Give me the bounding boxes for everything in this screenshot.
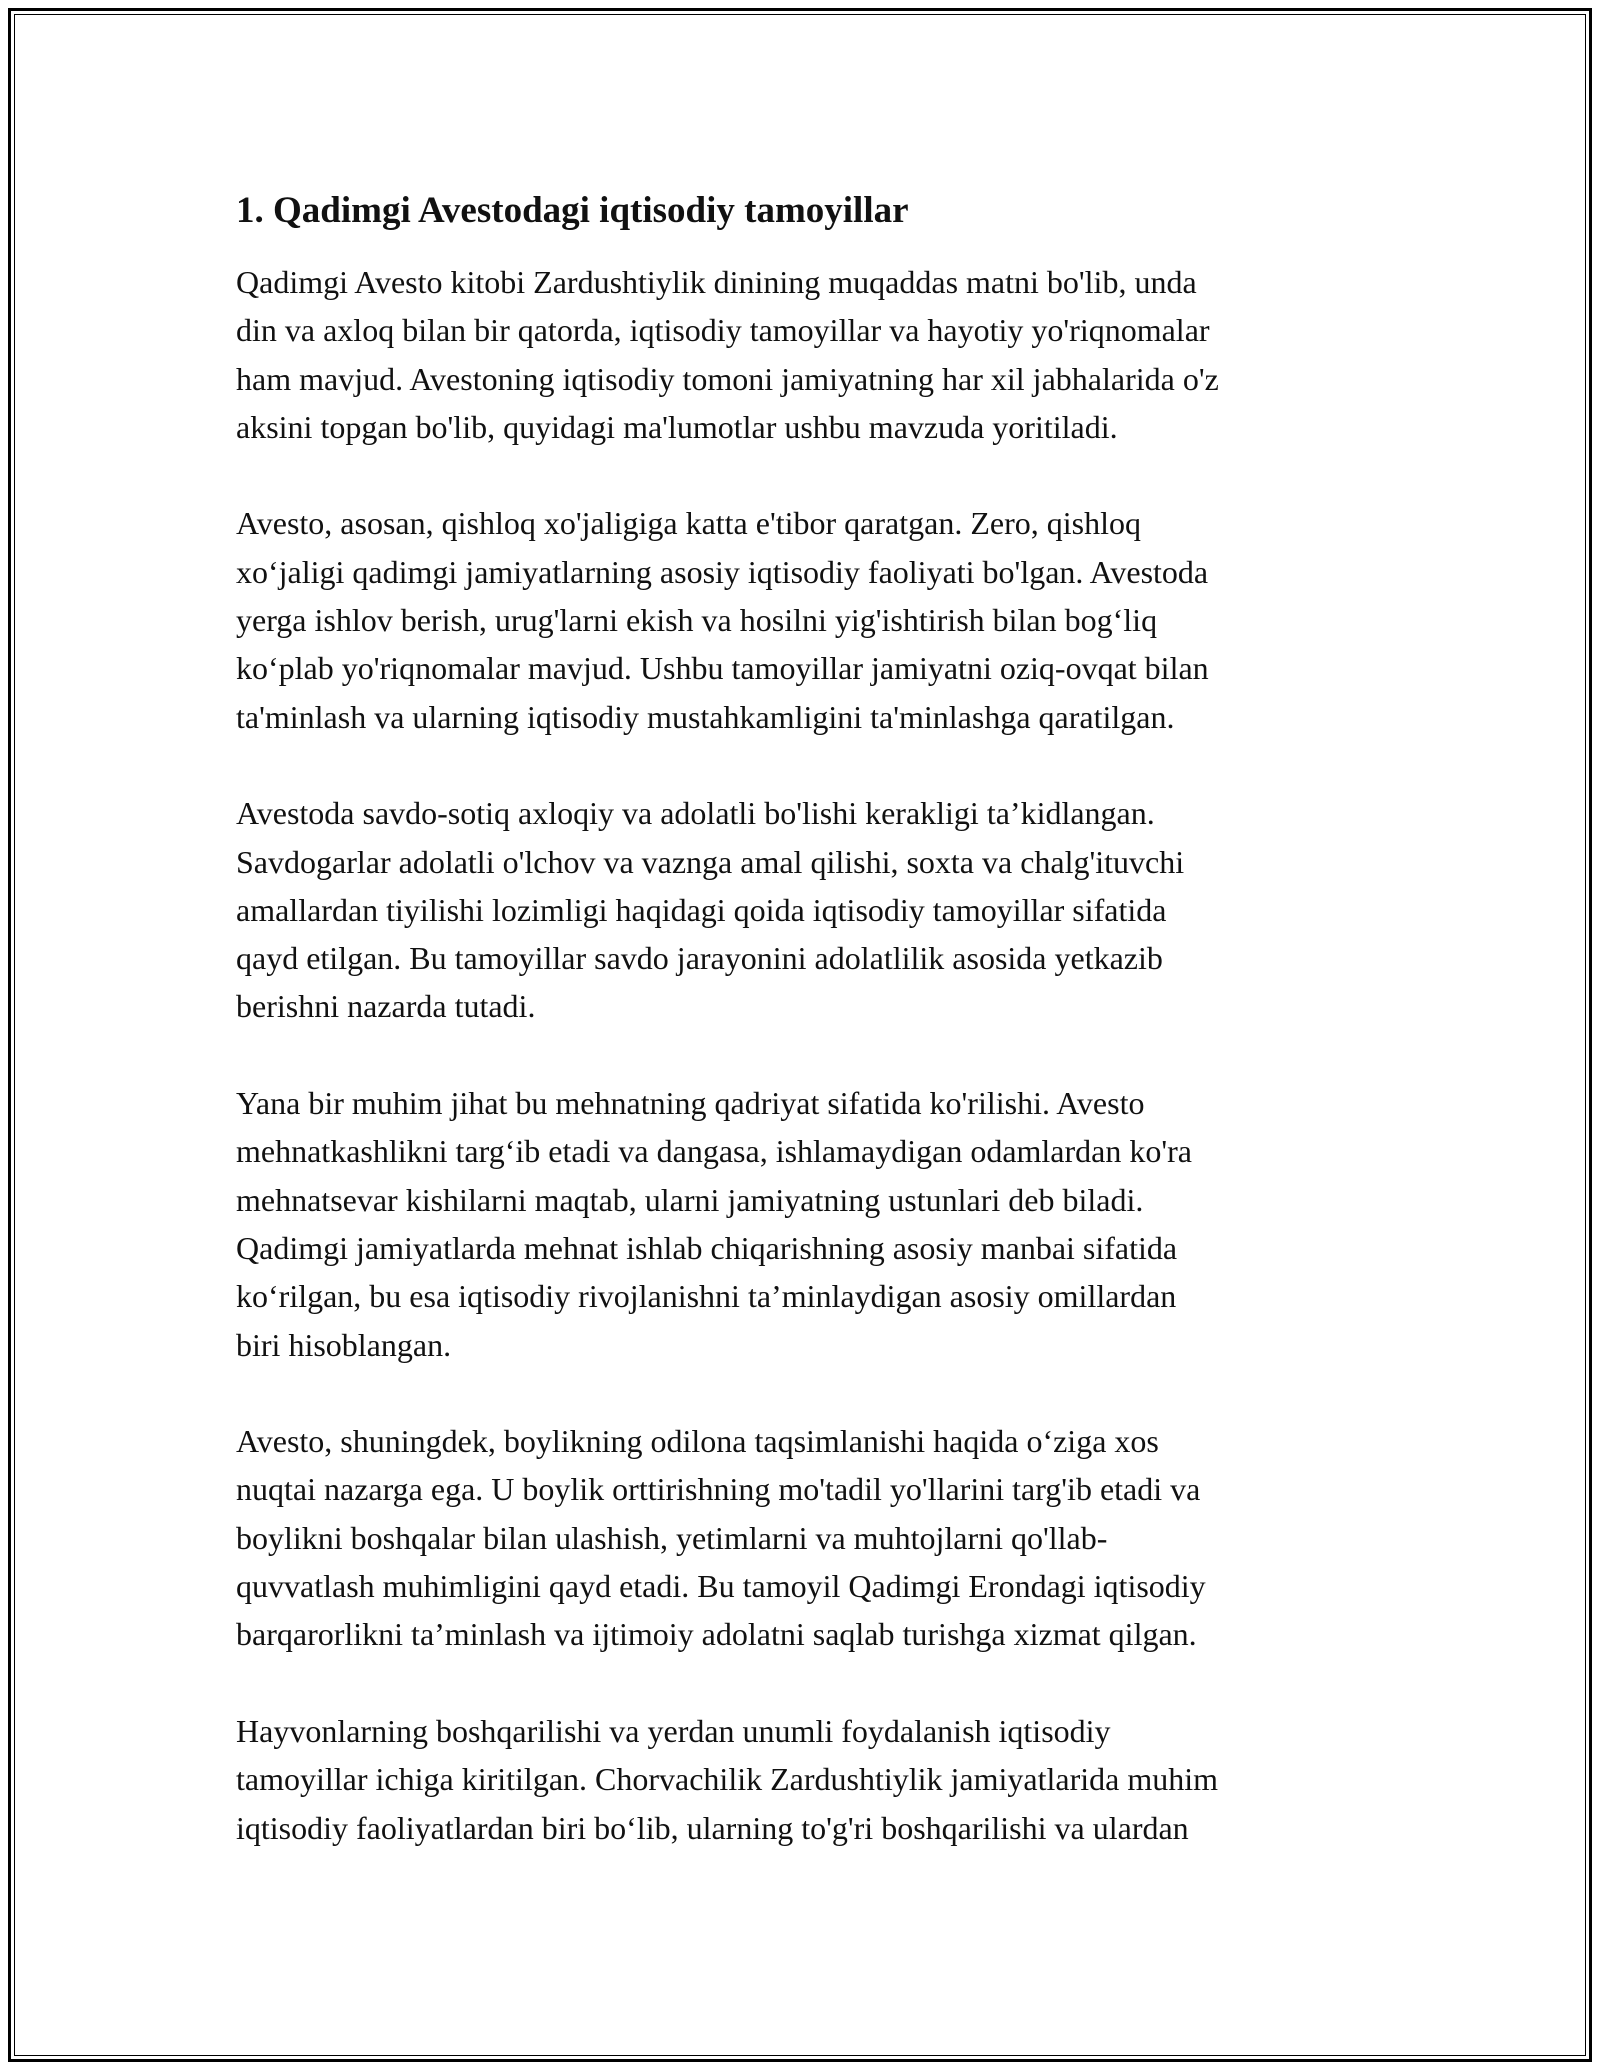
paragraph-line: ko‘rilgan, bu esa iqtisodiy rivojlanishni ta’minlaydigan asosiy omillardan [236,1278,1177,1315]
paragraph-line: ko‘plab yo'riqnomalar mavjud. Ushbu tamoyillar jamiyatni oziq-ovqat bilan [236,650,1209,687]
paragraph-line: boylikni boshqalar bilan ulashish, yetimlarni va muhtojlarni qo'llab- [236,1519,1108,1556]
paragraph-line: ham mavjud. Avestoning iqtisodiy tomoni jamiyatning har xil jabhalarida o'z [236,360,1219,397]
paragraph-line: amallardan tiyilishi lozimligi haqidagi qoida iqtisodiy tamoyillar sifatida [236,891,1167,928]
paragraph-line: mehnatsevar kishilarni maqtab, ularni jamiyatning ustunlari deb biladi. [236,1181,1144,1218]
paragraph-line: yerga ishlov berish, urug'larni ekish va hosilni yig'ishtirish bilan bog‘liq [236,602,1158,639]
document-body [236,188,1376,1900]
paragraph-line: xo‘jaligi qadimgi jamiyatlarning asosiy iqtisodiy faoliyati bo'lgan. Avestoda [236,553,1209,590]
paragraph [236,789,1376,1030]
paragraph-line: Avestoda savdo-sotiq axloqiy va adolatli bo'lishi kerakligi ta’kidlangan. [236,795,1155,832]
paragraph-line: Avesto, shuningdek, boylikning odilona taqsimlanishi haqida o‘ziga xos [236,1423,1159,1460]
paragraph-line: ta'minlash va ularning iqtisodiy mustahkamligini ta'minlashga qaratilgan. [236,698,1175,735]
paragraph-line: Qadimgi Avesto kitobi Zardushtiylik dinining muqaddas matni bo'lib, unda [236,264,1197,300]
paragraph-line: iqtisodiy faoliyatlardan biri bo‘lib, ularning to'g'ri boshqarilishi va ulardan [236,1809,1189,1846]
paragraph-line: quvvatlash muhimligini qayd etadi. Bu tamoyil Qadimgi Erondagi iqtisodiy [236,1568,1206,1605]
paragraph-line: Yana bir muhim jihat bu mehnatning qadriyat sifatida ko'rilishi. Avesto [236,1085,1145,1122]
paragraph [236,258,1376,451]
paragraph-list [236,258,1376,1852]
paragraph-line: nuqtai nazarga ega. U boylik orttirishning mo'tadil yo'llarini targ'ib etadi va [236,1471,1201,1508]
paragraph-line: aksini topgan bo'lib, quyidagi ma'lumotlar ushbu mavzuda yoritiladi. [236,408,1118,445]
paragraph-line: Hayvonlarning boshqarilishi va yerdan unumli foydalanish iqtisodiy [236,1712,1111,1749]
paragraph-line: mehnatkashlikni targ‘ib etadi va dangasa, ishlamaydigan odamlardan ko'ra [236,1133,1192,1170]
paragraph-line: Avesto, asosan, qishloq xo'jaligiga katta e'tibor qaratgan. Zero, qishloq [236,505,1141,542]
section-title: 1. Qadimgi Avestodagi iqtisodiy tamoyillar [236,190,909,231]
paragraph-line: din va axloq bilan bir qatorda, iqtisodiy tamoyillar va hayotiy yo'riqnomalar [236,312,1210,349]
paragraph [236,1707,1376,1852]
paragraph-line: tamoyillar ichiga kiritilgan. Chorvachilik Zardushtiylik jamiyatlarida muhim [236,1761,1218,1798]
paragraph [236,499,1376,740]
paragraph-line: Savdogarlar adolatli o'lchov va vaznga amal qilishi, soxta va chalg'ituvchi [236,843,1185,880]
paragraph [236,1417,1376,1658]
paragraph [236,1079,1376,1369]
paragraph-line: biri hisoblangan. [236,1326,452,1363]
paragraph-line: berishni nazarda tutadi. [236,988,536,1025]
paragraph-line: barqarorlikni ta’minlash va ijtimoiy adolatni saqlab turishga xizmat qilgan. [236,1616,1197,1653]
paragraph-line: qayd etilgan. Bu tamoyillar savdo jarayonini adolatlilik asosida yetkazib [236,940,1163,977]
paragraph-line: Qadimgi jamiyatlarda mehnat ishlab chiqarishning asosiy manbai sifatida [236,1229,1178,1266]
